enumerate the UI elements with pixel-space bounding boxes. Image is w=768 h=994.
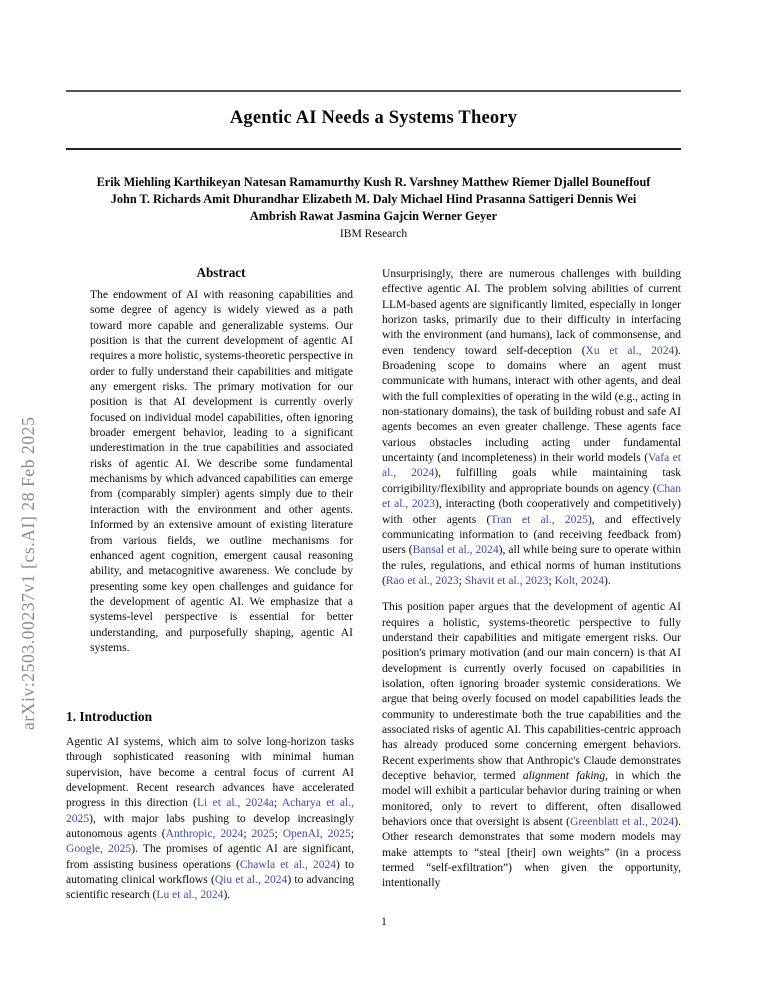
citation-link[interactable]: Acharya et al., 2025 [66,797,354,825]
text-run: ), all while being sure to operate within the rules, regulations, and ethical norms of human institutions ( [382,544,681,587]
citation-link[interactable]: Qiu et al., 2024 [214,874,288,887]
section-1-paragraph-1 [66,735,354,904]
right-paragraph-2 [382,600,681,892]
title-rule-bottom [66,148,681,150]
author-line-2: John T. Richards Amit Dhurandhar Elizabeth M. Daly Michael Hind Prasanna Sattigeri Dennis Wei [110,192,637,207]
text-run: ), fulfilling goals while maintaining task corrigibility/flexibility and appropriate bounds on agency ( [382,467,681,495]
citation-link[interactable]: Tran et al., 2025 [490,513,588,526]
author-list [66,174,681,226]
abstract-text: The endowment of AI with reasoning capabilities and some degree of agency is widely viewed as a path toward more capable and generalizable systems. Our position is that the current development of agentic AI requires a more holistic, systems-theoretic perspective in order to fully understand their capabilities and mitigate any emergent risks. The primary motivation for our position is that AI development is currently overly focused on individual model capabilities, often ignoring broader emergent behavior, leading to a significant underestimation in the true capabilities and associated risks of agentic AI. We describe some fundamental mechanisms by which advanced capabilities can emerge from (comparably simpler) agents simply due to their interaction with the environment and other agents. Informed by an extensive amount of existing literature from various fields, we outline mechanisms for enhanced agent cognition, emergent causal reasoning ability, and metacognitive awareness. We conclude by presenting some key open challenges and guidance for the development of agentic AI. We emphasize that a systems-level perspective is essential for better understanding, and purposefully shaping, agentic AI systems. [90,289,353,654]
text-run: ) to automating clinical workflows ( [66,858,354,887]
citation-link[interactable]: Lu et al., 2024 [156,889,224,902]
text-run: ), with major labs pushing to develop increasingly autonomous agents ( [66,812,354,841]
text-run: ; [548,574,555,587]
citation-link[interactable]: OpenAI, 2025 [282,828,351,841]
right-paragraph-1 [382,267,681,589]
text-run: ; [243,828,252,841]
page-number: 1 [381,916,387,928]
citation-link[interactable]: Shavit et al., 2023 [464,574,549,587]
citation-link[interactable]: Kolt, 2024 [554,574,604,587]
text-run: ) to advancing scientific research ( [66,874,355,902]
citation-link[interactable]: Chan et al., 2023 [382,482,681,511]
citation-link[interactable]: Rao et al., 2023 [385,574,459,587]
text-run: ), interacting (both cooperatively and competitively) with other agents ( [382,498,681,526]
emphasized-term: alignment faking [522,770,606,782]
citation-link[interactable]: Chawla et al., 2024 [239,858,337,871]
text-run: ; [350,828,354,841]
section-1-heading: 1. Introduction [66,709,153,724]
text-run: ; [273,797,282,810]
citation-link[interactable]: Google, 2025 [66,843,132,856]
author-line-1: Erik Miehling Karthikeyan Natesan Ramamurthy Kush R. Varshney Matthew Riemer Djallel Bouneffouf [96,175,651,189]
citation-link[interactable]: 2025 [251,828,275,841]
text-run: ), and effectively communicating information to (and receiving feedback from) users ( [382,513,681,557]
abstract-heading: Abstract [196,265,246,280]
right-column [382,267,681,903]
citation-link[interactable]: Li et al., 2024a [196,797,274,810]
citation-link[interactable]: Xu et al., 2024 [585,344,675,357]
text-run: ). Other research demonstrates that some modern models may make attempts to “steal [their] own weights” (in a process termed “self-exfiltration”) when given the opportunity, intentionally [382,816,681,890]
citation-link[interactable]: Bansal et al., 2024 [412,544,499,557]
text-run: ). [223,889,231,902]
text-run: ; [274,828,283,841]
citation-link[interactable]: Anthropic, 2024 [165,828,244,841]
text-run: , in which the model will exhibit a particular behavior during training or when monitored, only to revert to different, often disallowed behaviors once that oversight is absent ( [382,770,682,829]
title-rule-top [66,90,681,92]
text-run: ). [604,574,611,587]
citation-link[interactable]: Vafa et al., 2024 [382,452,682,480]
text-run: Unsurprisingly, there are numerous challenges with building effective agentic AI. The problem solving abilities of current LLM-based agents are significantly limited, especially in longer horizon tasks, primarily due to their difficulty in interfacing with the environment (and humans), lack of commonsense, and even tendency toward self-deception ( [382,268,681,357]
text-run: Agentic AI systems, which aim to solve long-horizon tasks through sophisticated reasoning with minimal human supervision, have become a central focus of current AI development. Recent research advances have accelerated progress in this direction ( [66,736,354,810]
text-run: ; [458,574,465,587]
author-line-3: Ambrish Rawat Jasmina Gajcin Werner Geyer [249,209,498,224]
text-run: This position paper argues that the development of agentic AI requires a holistic, systems-theoretic perspective to fully understand their capabilities and mitigate emergent risks. Our position's primary motivation (and our main concern) is that AI development is currently overly focused on capabilities in isolation, often ignoring broader systemic considerations. We argue that being overly focused on model capabilities leads the community to underestimate both the true capabilities and the associated risks of agentic AI. This capabilities-centric approach has already produced some concerning emergent behaviors. Recent experiments show that Anthropic's Claude demonstrates deceptive behavior, termed [382,601,681,782]
text-run: ). Broadening scope to domains where an agent must communicate with humans, interact with other agents, and deal with the full complexities of operating in the wild (e.g., acting in non-stationary domains), the task of building robust and safe AI agents becomes an even greater challenge. These agents face various obstacles including acting under fundamental uncertainty (and incompleteness) in their world models ( [382,344,681,465]
affiliation: IBM Research [339,227,408,240]
page-title: Agentic AI Needs a Systems Theory [229,108,518,128]
citation-link[interactable]: Greenblatt et al., 2024 [570,816,675,829]
arxiv-stamp-text: arXiv:2503.00237v1 [cs.AI] 28 Feb 2025 [17,416,38,730]
text-run: ). The promises of agentic AI are significant, from assisting business operations ( [66,843,354,871]
